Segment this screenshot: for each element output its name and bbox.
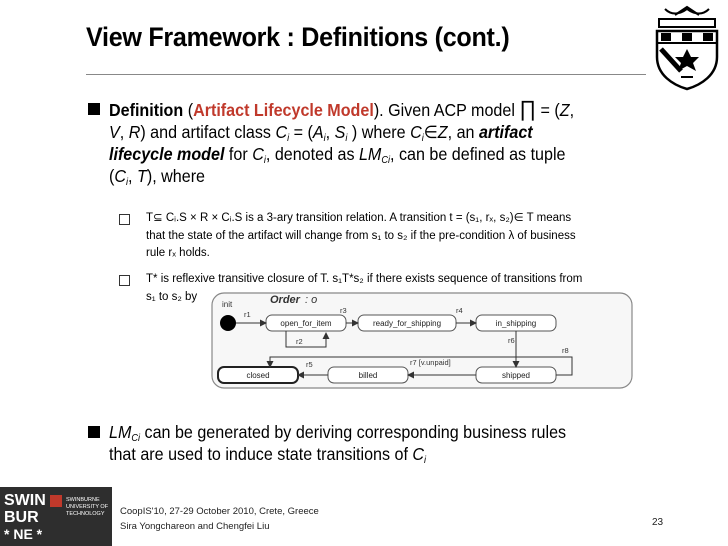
var-c: C [252,144,264,164]
text: , can be defined as tuple [390,144,566,164]
text: ) and artifact class [140,122,276,142]
definition-label: Definition [109,100,184,120]
var-a: A [312,122,324,142]
var-c: C [275,122,288,142]
logo-ne: * NE * [4,526,43,542]
text: ) where [347,122,411,142]
university-crest-icon [651,5,723,91]
page-number: 23 [652,517,664,528]
text: ). Given ACP model [373,100,520,120]
order-lifecycle-diagram [210,291,636,391]
diagram-title-suffix: : o [305,294,318,306]
sub-bullet-transition-relation [119,210,709,263]
rule-r7: r7 [v.unpaid] [410,358,451,367]
model-name: Artifact Lifecycle Model [193,100,374,120]
sub1-line1: T⊆ Cᵢ.S × R × Cᵢ.S is a 3-ary transition relation. A transition t = (s₁, rₓ, s₂)∈ T means [146,212,572,224]
rule-r4: r4 [456,306,463,315]
var-c: C [410,122,422,142]
sub-ci: Ci [381,155,391,166]
state-ready-for-shipping: ready_for_shipping [372,319,442,328]
text: = ( [536,100,560,120]
sub-i: i [263,155,266,166]
footer-citation [120,504,319,534]
bullet-definition [88,98,698,187]
conference-info: CoopIS'10, 27-29 October 2010, Crete, Greece [120,506,319,517]
text: that are used to induce state transitions of [109,444,413,464]
sub-i: i [287,133,290,144]
var-c: C [412,444,425,464]
logo-swinburne: SWINBURNE [66,497,100,503]
state-open-for-item: open_for_item [280,319,332,328]
text: , [325,122,335,142]
text: , [119,122,129,142]
text: = ( [289,122,313,142]
init-label: init [222,300,233,309]
var-v: V [109,122,120,142]
rule-r3: r3 [340,306,347,315]
text: , [128,166,138,186]
initial-node [220,315,236,331]
rule-r6: r6 [508,336,515,345]
sub-i: i [421,133,424,144]
bullet-square-icon [88,103,100,115]
state-in-shipping: in_shipping [495,319,537,328]
text: , denoted as [265,144,359,164]
sub1-line3: rule rₓ holds. [146,247,210,259]
state-shipped: shipped [501,371,531,380]
text: , an [447,122,479,142]
text: ( [183,100,194,120]
logo-technology: TECHNOLOGY [66,511,105,517]
state-billed: billed [358,371,378,380]
rule-r2: r2 [296,337,303,346]
text: ), where [146,166,206,186]
sub2-line1: T* is reflexive transitive closure of T. s₁T*s₂ if there exists sequence of transitions from [146,273,583,285]
rule-r5: r5 [306,360,313,369]
rule-r8: r8 [562,346,569,355]
sub-bullet-square-icon [119,275,130,286]
var-c: C [114,166,126,186]
pi-symbol: ∏ [519,96,537,121]
swinburne-logo [0,487,112,546]
text: ( [109,166,115,186]
var-lm: LM [358,144,382,164]
var-z: Z [559,100,570,120]
var-z: Z [437,122,448,142]
sub-ci: Ci [131,433,141,444]
state-closed: closed [246,371,270,380]
sub-i: i [345,133,348,144]
logo-bur: BUR [4,509,39,526]
sub-i: i [424,455,427,466]
var-r: R [128,122,141,142]
sub-i: i [323,133,326,144]
slide-title: View Framework : Definitions (cont.) [86,22,510,52]
bullet-lm-generation [88,421,698,465]
sub2-line2: s₁ to s₂ by [146,290,198,303]
element-of-symbol: ∈ [423,122,438,142]
authors: Sira Yongchareon and Chengfei Liu [120,521,270,532]
term-artifact: artifact [478,122,533,142]
diagram-title: Order [270,294,300,306]
sub1-line2: that the state of the artifact will change from s₁ to s₂ if the pre-condition λ of business [146,229,576,242]
sub-bullet-square-icon [119,214,130,225]
sub-i: i [125,177,129,188]
term-lifecycle-model: lifecycle model [109,144,225,164]
text: can be generated by deriving corresponding business rules [140,422,567,442]
var-t: T [137,166,147,186]
var-s: S [334,122,346,142]
text: , [569,100,575,120]
rule-r1: r1 [244,310,251,319]
logo-swin: SWIN [4,492,46,509]
title-divider [86,74,646,75]
text: for [224,144,253,164]
var-lm: LM [109,422,132,442]
bullet-square-icon [88,426,100,438]
logo-university: UNIVERSITY OF [66,504,109,510]
